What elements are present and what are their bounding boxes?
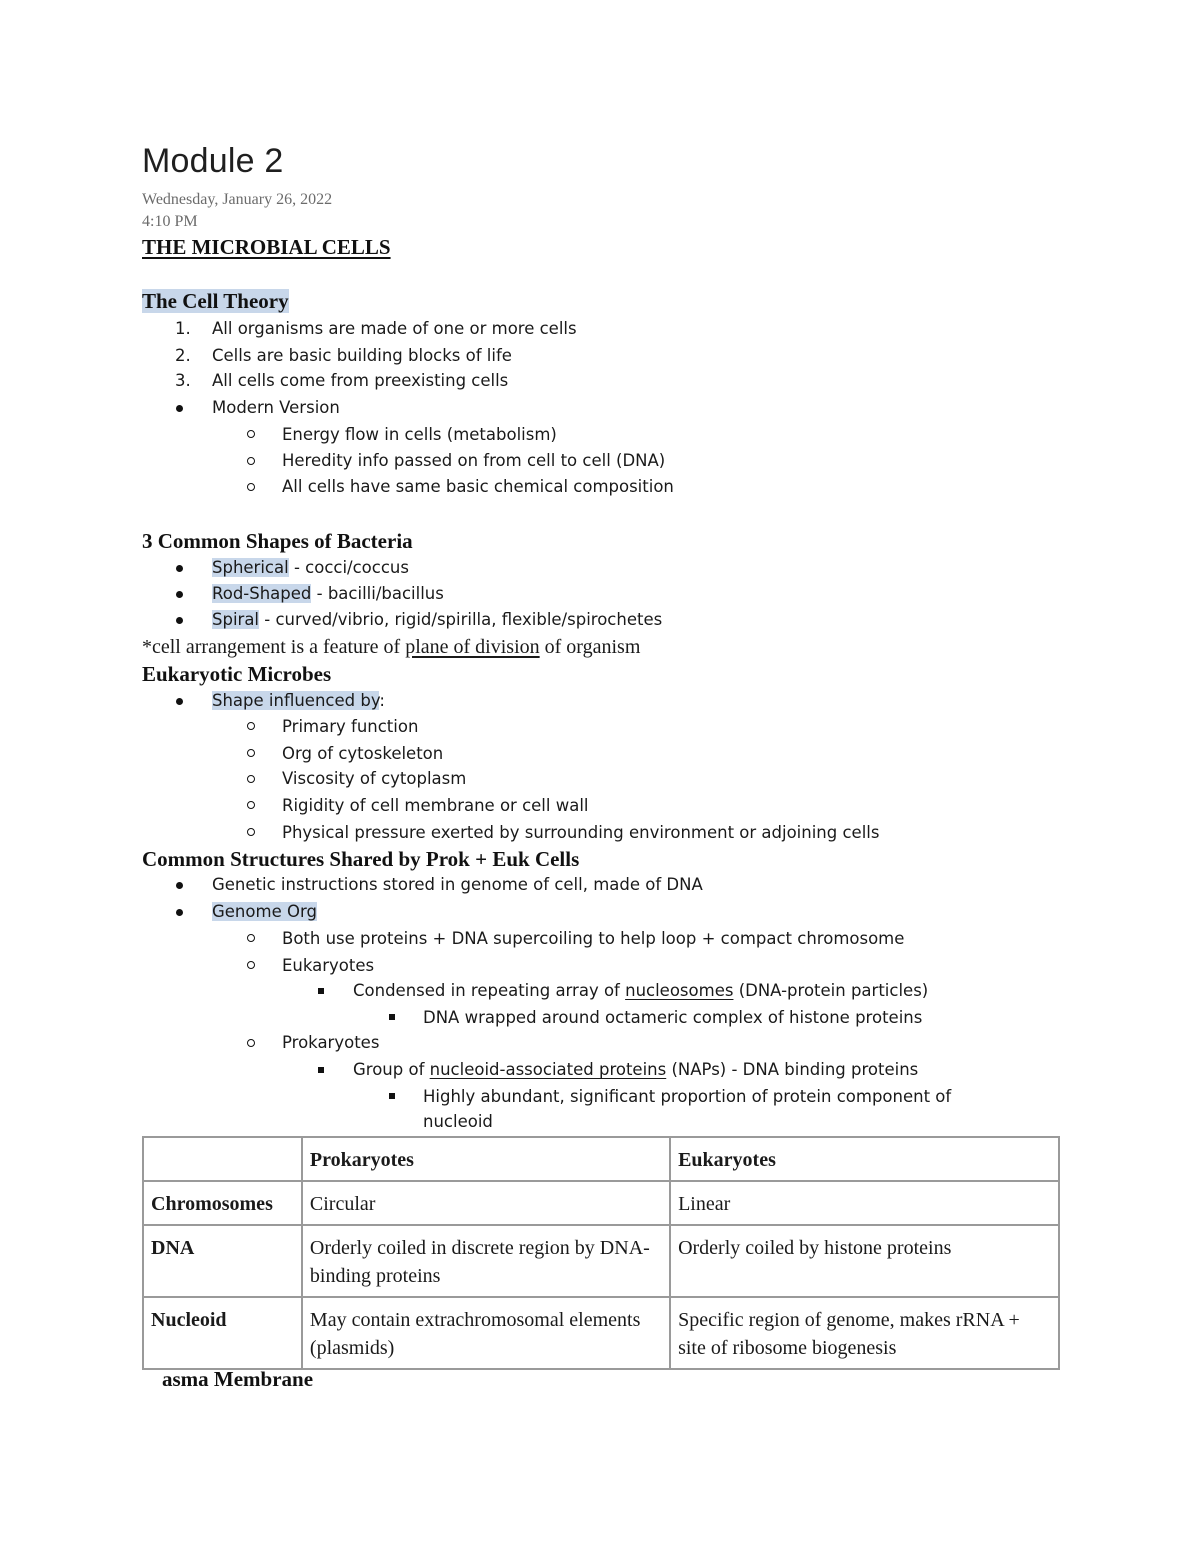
shape-influenced-by: Shape influenced by: bbox=[212, 691, 385, 710]
table-cell: Orderly coiled by histone proteins bbox=[670, 1225, 1059, 1297]
table-cell: May contain extrachromosomal elements (plasmids) bbox=[302, 1297, 670, 1369]
bullet-icon bbox=[176, 882, 183, 889]
table-cell: Linear bbox=[670, 1181, 1059, 1225]
shape-item-spherical: Spherical - cocci/coccus bbox=[212, 558, 409, 577]
table-row bbox=[143, 1181, 1059, 1225]
cell-theory-item-3: All cells come from preexisting cells bbox=[212, 371, 509, 390]
bullet-icon bbox=[176, 565, 183, 572]
prokaryotes-subheading: Prokaryotes bbox=[282, 1033, 380, 1052]
page-title: Module 2 bbox=[142, 142, 284, 180]
square-bullet-icon bbox=[389, 1093, 395, 1099]
cell-theory-heading: The Cell Theory bbox=[142, 289, 289, 313]
circle-bullet-icon bbox=[247, 1039, 255, 1047]
nucleosomes-item: Condensed in repeating array of nucleosomes (DNA-protein particles) bbox=[353, 981, 929, 1000]
table-header-cell: Prokaryotes bbox=[302, 1137, 670, 1181]
euk-subitem-1: Primary function bbox=[282, 717, 419, 736]
table-row-label: Nucleoid bbox=[143, 1297, 302, 1369]
modern-item-3: All cells have same basic chemical composition bbox=[282, 477, 674, 496]
list-number-1: 1. bbox=[175, 319, 191, 338]
abundant-item-line-1: Highly abundant, significant proportion of protein component of bbox=[423, 1087, 952, 1106]
modern-item-1: Energy flow in cells (metabolism) bbox=[282, 425, 557, 444]
bullet-icon bbox=[176, 617, 183, 624]
shape-item-rod: Rod-Shaped - bacilli/bacillus bbox=[212, 584, 444, 603]
eukaryotic-microbes-heading: Eukaryotic Microbes bbox=[142, 662, 332, 686]
histone-item: DNA wrapped around octameric complex of histone proteins bbox=[423, 1008, 923, 1027]
list-number-3: 3. bbox=[175, 371, 191, 390]
euk-subitem-5: Physical pressure exerted by surrounding environment or adjoining cells bbox=[282, 823, 880, 842]
cell-theory-item-1: All organisms are made of one or more cells bbox=[212, 319, 577, 338]
abundant-item-line-2: nucleoid bbox=[423, 1112, 493, 1131]
circle-bullet-icon bbox=[247, 961, 255, 969]
common-structures-heading: Common Structures Shared by Prok + Euk Cells bbox=[142, 847, 580, 871]
modern-item-2: Heredity info passed on from cell to cell (DNA) bbox=[282, 451, 666, 470]
bullet-icon bbox=[176, 405, 183, 412]
shape-item-spiral: Spiral - curved/vibrio, rigid/spirilla, flexible/spirochetes bbox=[212, 610, 663, 629]
note-time: 4:10 PM bbox=[142, 213, 198, 230]
comparison-table bbox=[142, 1136, 1060, 1370]
shapes-heading: 3 Common Shapes of Bacteria bbox=[142, 529, 413, 553]
circle-bullet-icon bbox=[247, 828, 255, 836]
cell-theory-item-2: Cells are basic building blocks of life bbox=[212, 346, 512, 365]
bullet-icon bbox=[176, 909, 183, 916]
circle-bullet-icon bbox=[247, 775, 255, 783]
square-bullet-icon bbox=[318, 1067, 324, 1073]
genetic-instructions-item: Genetic instructions stored in genome of cell, made of DNA bbox=[212, 875, 703, 894]
list-number-2: 2. bbox=[175, 346, 191, 365]
table-header-row bbox=[143, 1137, 1059, 1181]
both-proteins-item: Both use proteins + DNA supercoiling to help loop + compact chromosome bbox=[282, 929, 905, 948]
circle-bullet-icon bbox=[247, 934, 255, 942]
circle-bullet-icon bbox=[247, 483, 255, 491]
eukaryotes-subheading: Eukaryotes bbox=[282, 956, 375, 975]
table-cell: Specific region of genome, makes rRNA + site of ribosome biogenesis bbox=[670, 1297, 1059, 1369]
square-bullet-icon bbox=[389, 1014, 395, 1020]
table-header-cell bbox=[143, 1137, 302, 1181]
table-row-label: Chromosomes bbox=[143, 1181, 302, 1225]
genome-org-item: Genome Org bbox=[212, 902, 317, 921]
naps-item: Group of nucleoid-associated proteins (NAPs) - DNA binding proteins bbox=[353, 1060, 919, 1079]
circle-bullet-icon bbox=[247, 457, 255, 465]
table-cell: Orderly coiled in discrete region by DNA-binding proteins bbox=[302, 1225, 670, 1297]
plasma-membrane-heading: asma Membrane bbox=[162, 1367, 314, 1391]
arrangement-note: *cell arrangement is a feature of plane of division of organism bbox=[142, 636, 641, 658]
circle-bullet-icon bbox=[247, 430, 255, 438]
table-header-cell: Eukaryotes bbox=[670, 1137, 1059, 1181]
table-cell: Circular bbox=[302, 1181, 670, 1225]
modern-version-label: Modern Version bbox=[212, 398, 340, 417]
table-row bbox=[143, 1225, 1059, 1297]
circle-bullet-icon bbox=[247, 749, 255, 757]
square-bullet-icon bbox=[318, 988, 324, 994]
note-date: Wednesday, January 26, 2022 bbox=[142, 191, 333, 208]
table-row bbox=[143, 1297, 1059, 1369]
bullet-icon bbox=[176, 698, 183, 705]
table-row-label: DNA bbox=[143, 1225, 302, 1297]
circle-bullet-icon bbox=[247, 801, 255, 809]
bullet-icon bbox=[176, 591, 183, 598]
main-heading: THE MICROBIAL CELLS bbox=[142, 235, 391, 259]
euk-subitem-2: Org of cytoskeleton bbox=[282, 744, 444, 763]
circle-bullet-icon bbox=[247, 722, 255, 730]
euk-subitem-4: Rigidity of cell membrane or cell wall bbox=[282, 796, 589, 815]
euk-subitem-3: Viscosity of cytoplasm bbox=[282, 769, 467, 788]
